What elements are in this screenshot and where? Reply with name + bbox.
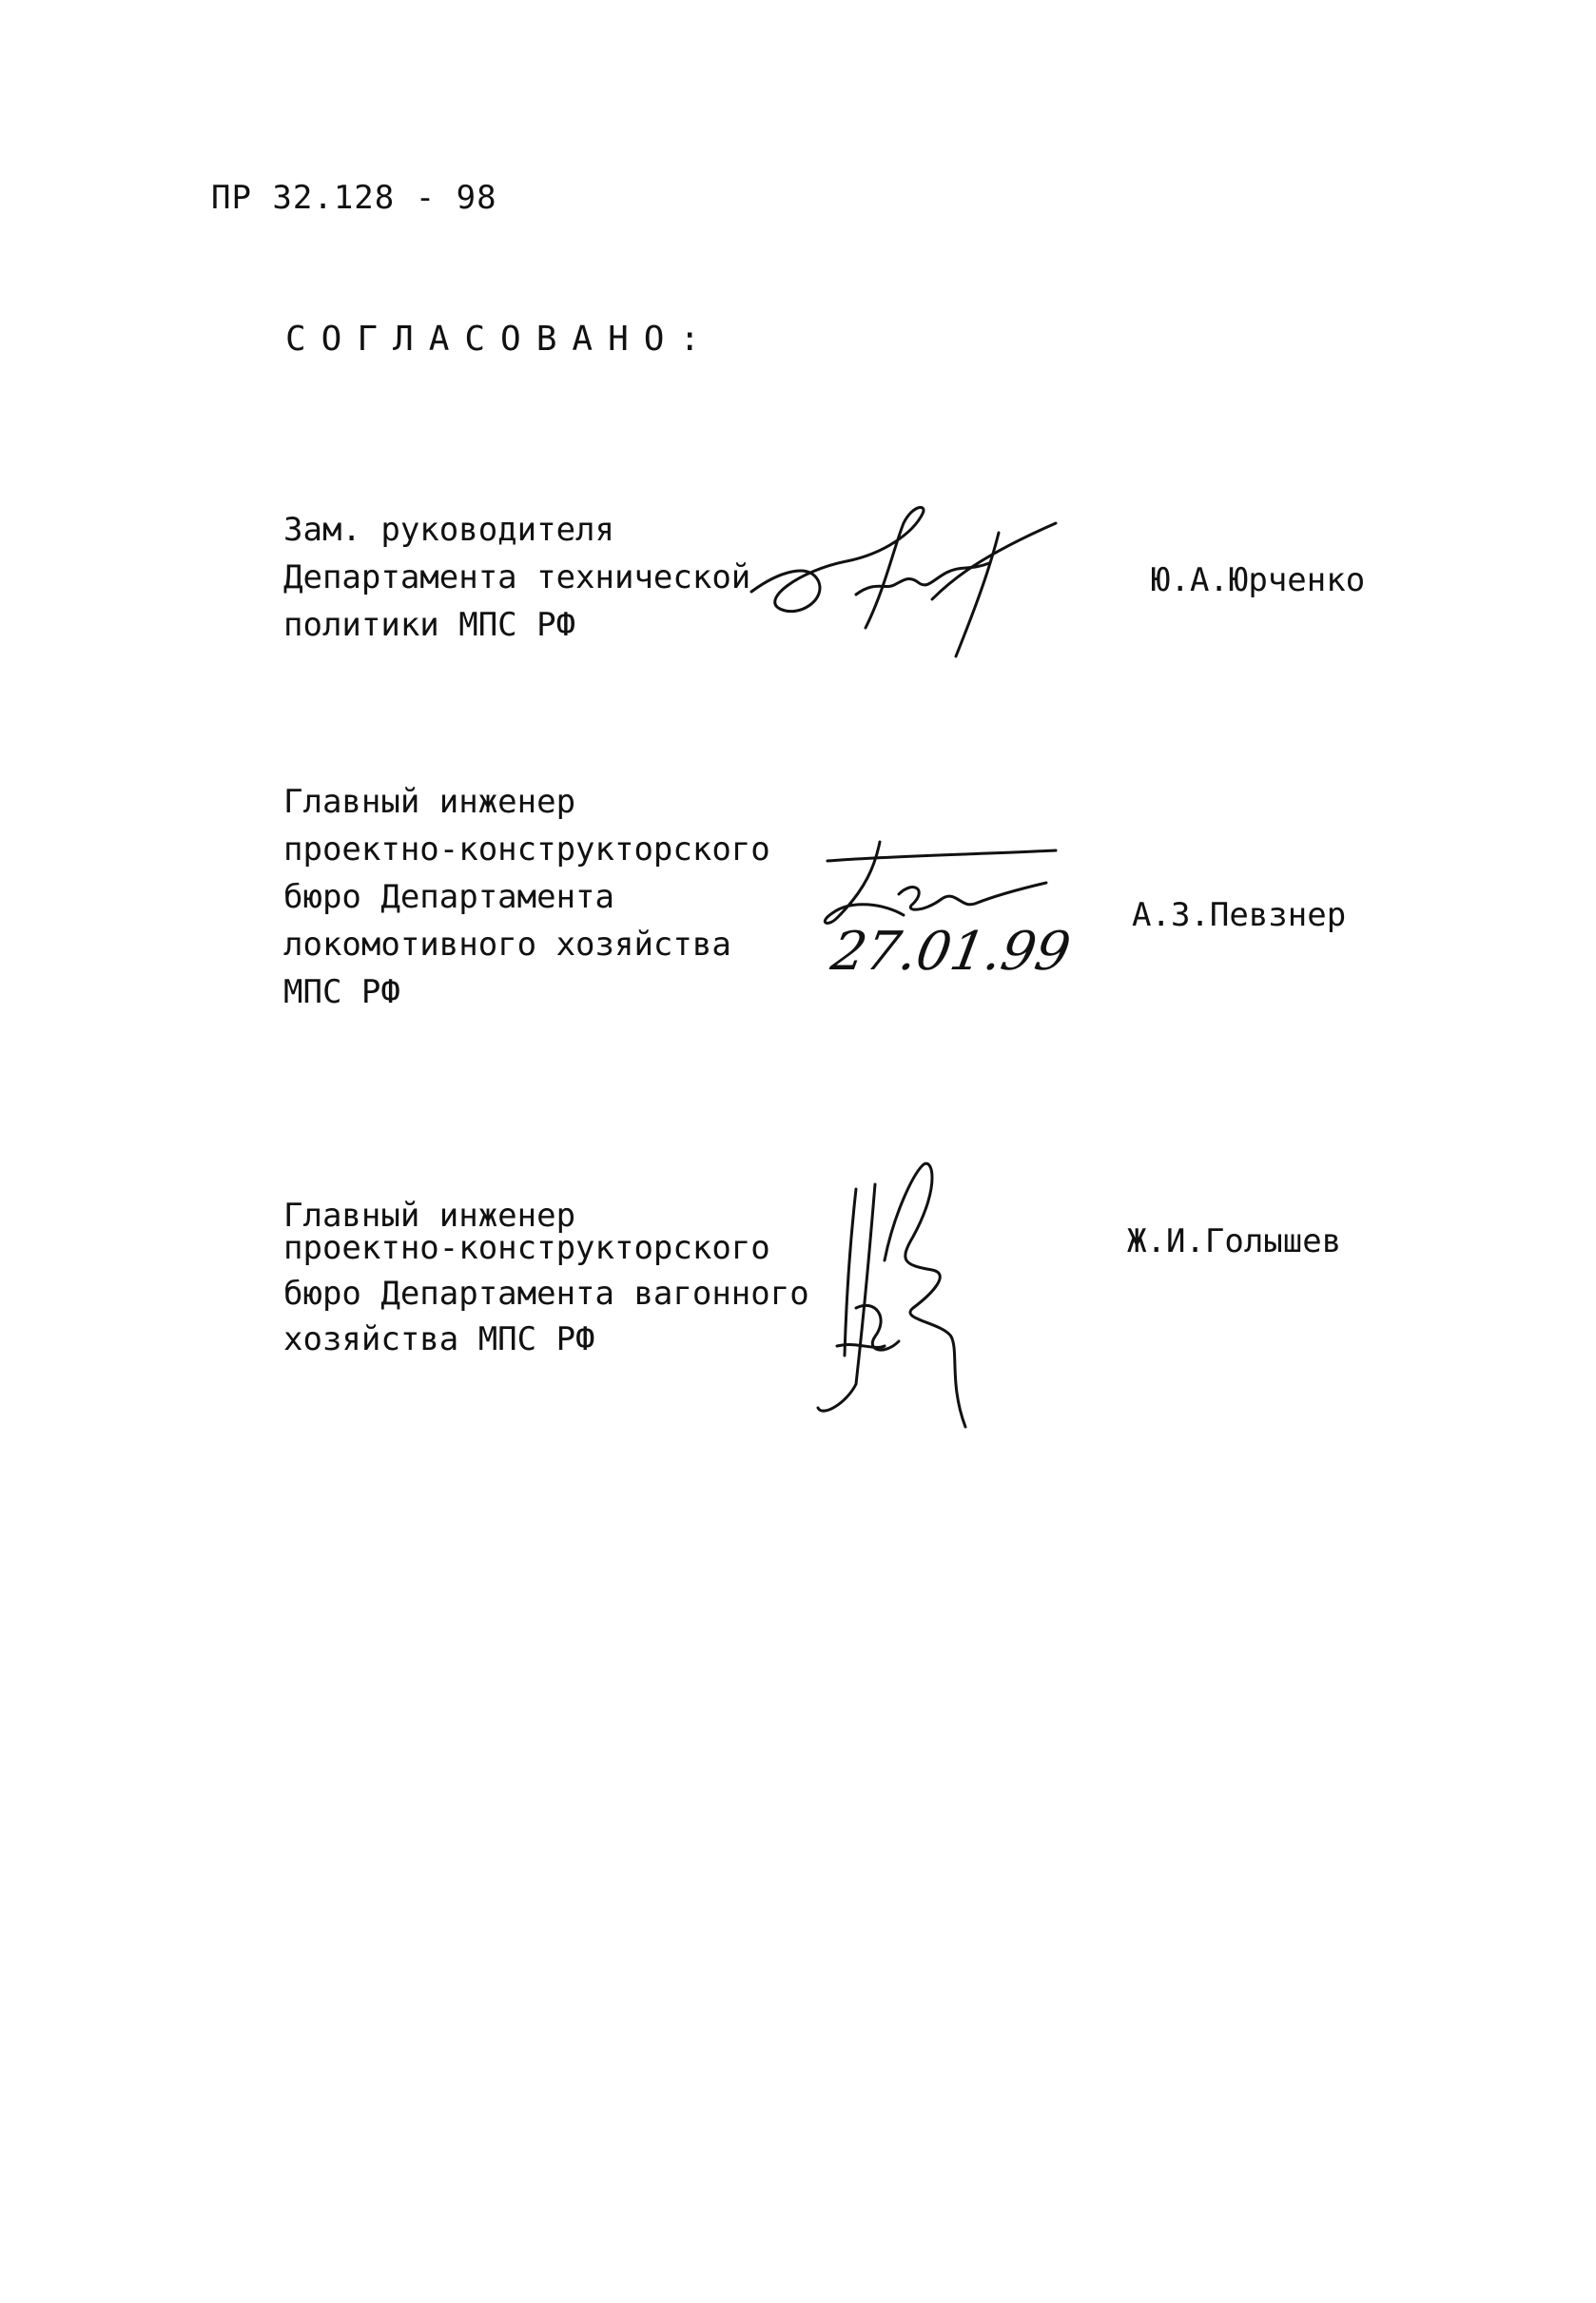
signature-2-handwritten-date: 27.01.99 [827, 921, 1076, 983]
signatory-3-title-line: Главный инженер [283, 1197, 576, 1235]
signatory-3-title [283, 1193, 809, 1362]
signatory-1-name: Ю.А.Юрченко [1151, 561, 1366, 599]
approved-heading: СОГЛАСОВАНО: [285, 320, 716, 359]
signatory-3-title-line: хозяйства МПС РФ [283, 1320, 595, 1358]
signatory-2-title-line: Главный инженер [283, 783, 576, 821]
signatory-1-title [283, 506, 750, 649]
signatory-2-title-line: проектно-конструкторского [283, 830, 770, 869]
signatory-1-title-line: Зам. руководителя [283, 511, 614, 549]
signatory-2-title [283, 778, 770, 1016]
signatory-2-title-line: бюро Департамента [283, 878, 614, 916]
signatory-2-title-line: локомотивного хозяйства [283, 926, 731, 964]
document-code: ПР 32.128 - 98 [211, 179, 497, 217]
signatory-1-title-line: Департамента технической [283, 558, 751, 596]
signatory-2-title-line: МПС РФ [283, 973, 400, 1011]
signatory-3-name: Ж.И.Голышев [1127, 1222, 1342, 1260]
signatory-3-title-line: проектно-конструкторского [283, 1229, 770, 1267]
signatory-1-title-line: политики МПС РФ [283, 606, 576, 644]
signature-3-icon [799, 1156, 989, 1432]
signatory-3-title-line: бюро Департамента вагонного [283, 1275, 809, 1313]
signatory-2-name: А.З.Певзнер [1132, 896, 1347, 934]
signature-1-icon [742, 504, 1065, 666]
